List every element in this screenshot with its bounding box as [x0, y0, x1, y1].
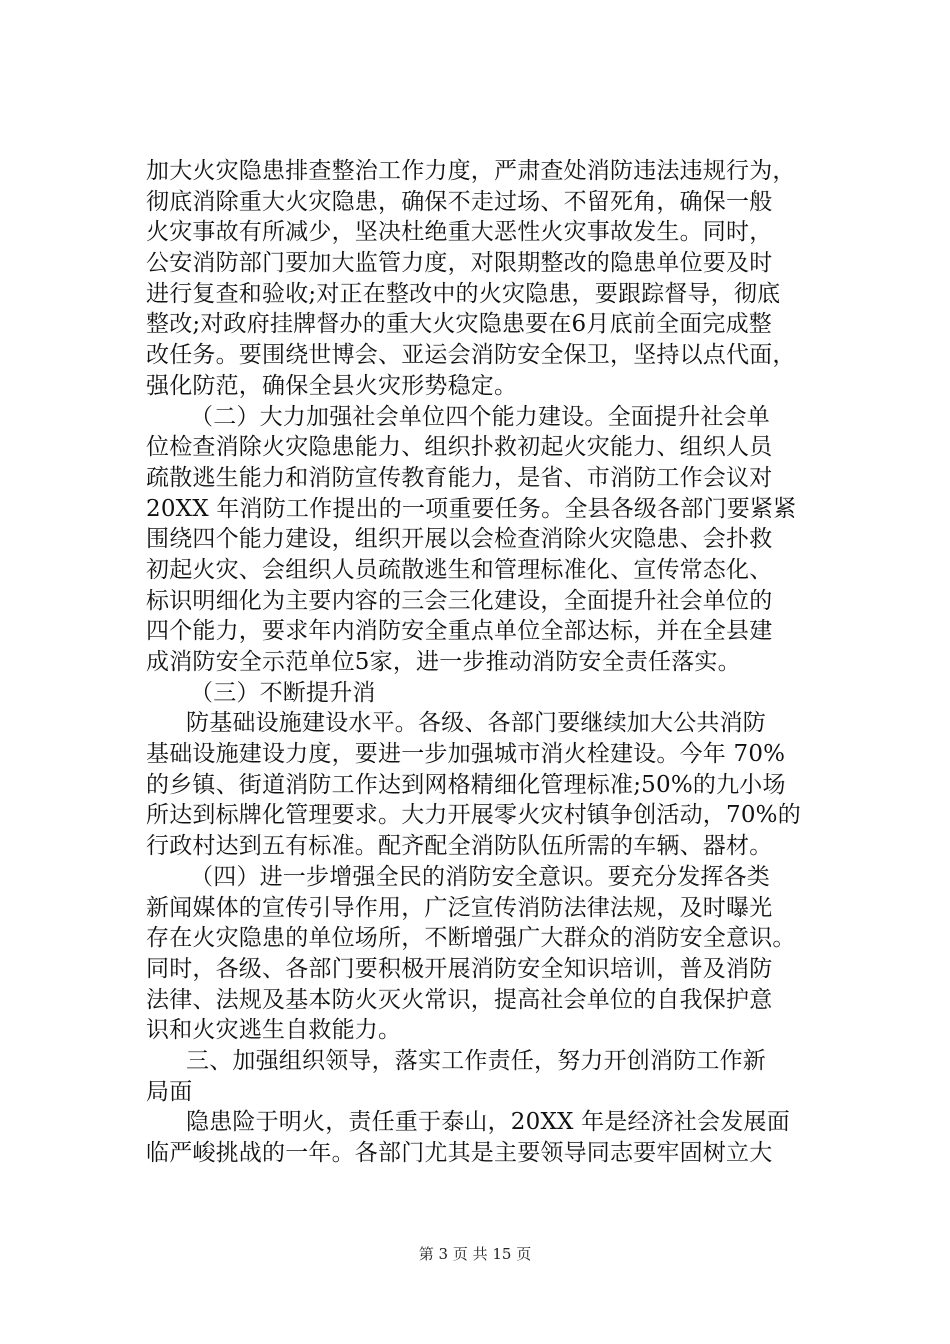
text-line: 基础设施建设力度，要进一步加强城市消火栓建设。今年 70% [146, 741, 786, 768]
document-body [146, 156, 836, 1169]
text-line: 隐患险于明火，责任重于泰山，20XX 年是经济社会发展面 [186, 1109, 790, 1136]
text-line: 同时，各级、各部门要积极开展消防安全知识培训，普及消防 [146, 955, 773, 982]
text-line: 初起火灾、会组织人员疏散逃生和管理标准化、宣传常态化、 [146, 556, 773, 583]
text-line: 行政村达到五有标准。配齐配全消防队伍所需的车辆、器材。 [146, 833, 773, 860]
text-line: 成消防安全示范单位5家，进一步推动消防安全责任落实。 [146, 649, 741, 675]
text-line: 强化防范，确保全县火灾形势稳定。 [146, 372, 518, 399]
text-line: 新闻媒体的宣传引导作用，广泛宣传消防法律法规，及时曝光 [146, 894, 773, 921]
text-line: 防基础设施建设水平。各级、各部门要继续加大公共消防 [186, 710, 766, 737]
text-line: 20XX 年消防工作提出的一项重要任务。全县各级各部门要紧紧 [146, 495, 797, 522]
text-line: 进行复查和验收;对正在整改中的火灾隐患，要跟踪督导，彻底 [146, 280, 781, 307]
text-line: 四个能力，要求年内消防安全重点单位全部达标，并在全县建 [146, 618, 773, 645]
text-line: 临严峻挑战的一年。各部门尤其是主要领导同志要牢固树立大 [146, 1140, 773, 1166]
section-heading-3: （三）不断提升消 [190, 679, 376, 706]
text-line: 改任务。要围绕世博会、亚运会消防安全保卫，坚持以点代面， [146, 342, 796, 369]
text-line: 加大火灾隐患排查整治工作力度，严肃查处消防违法违规行为， [146, 158, 796, 184]
text-line: 疏散逃生能力和消防宣传教育能力，是省、市消防工作会议对 [146, 464, 773, 491]
page-number-footer: 第 3 页 共 15 页 [418, 1245, 532, 1263]
text-line: 位检查消除火灾隐患能力、组织扑救初起火灾能力、组织人员 [146, 434, 773, 461]
section-heading-main-3: 三、加强组织领导，落实工作责任，努力开创消防工作新 [186, 1047, 766, 1074]
text-line: 局面 [146, 1078, 193, 1105]
text-line: 火灾事故有所减少，坚决杜绝重大恶性火灾事故发生。同时， [146, 219, 773, 246]
text-line: 的乡镇、街道消防工作达到网格精细化管理标准;50%的九小场 [146, 771, 786, 798]
text-line: 彻底消除重大火灾隐患，确保不走过场、不留死角，确保一般 [146, 188, 773, 215]
text-line: 所达到标牌化管理要求。大力开展零火灾村镇争创活动，70%的 [146, 802, 801, 829]
text-line: 标识明细化为主要内容的三会三化建设，全面提升社会单位的 [146, 587, 773, 614]
text-line: 围绕四个能力建设，组织开展以会检查消除火灾隐患、会扑救 [146, 526, 773, 553]
text-line: 法律、法规及基本防火灭火常识，提高社会单位的自我保护意 [146, 986, 773, 1013]
section-heading-2: （二）大力加强社会单位四个能力建设。全面提升社会单 [190, 403, 770, 430]
section-heading-4: （四）进一步增强全民的消防安全意识。要充分发挥各类 [190, 863, 770, 890]
text-line: 整改;对政府挂牌督办的重大火灾隐患要在6月底前全面完成整 [146, 311, 772, 338]
text-line: 存在火灾隐患的单位场所，不断增强广大群众的消防安全意识。 [146, 925, 796, 952]
text-line: 公安消防部门要加大监管力度，对限期整改的隐患单位要及时 [146, 250, 773, 277]
text-line: 识和火灾逃生自救能力。 [146, 1017, 402, 1044]
